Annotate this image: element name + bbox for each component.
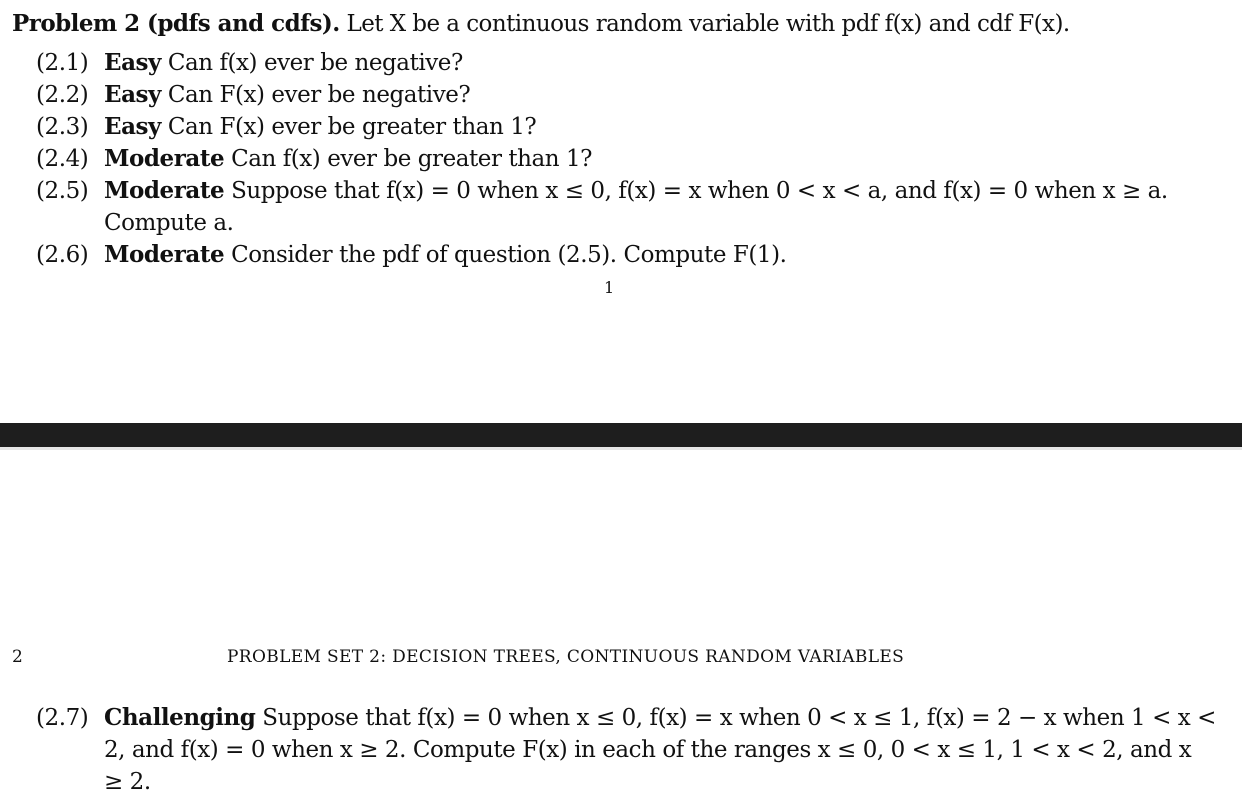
- page-number: 1: [604, 278, 615, 297]
- question-text: Can F(x) ever be greater than 1?: [160, 114, 537, 140]
- page-number: 2: [12, 647, 23, 667]
- question-text: Suppose that f(x) = 0 when x ≤ 0, f(x) = x when 0 < x < a, and f(x) = 0 when x ≥ a. Compute a.: [104, 178, 1168, 236]
- question-body: [104, 111, 1236, 143]
- difficulty-label: Easy: [104, 81, 161, 108]
- page-separator: [0, 423, 1242, 447]
- difficulty-label: Easy: [104, 113, 161, 140]
- question-text: Can f(x) ever be negative?: [160, 50, 463, 76]
- running-header: PROBLEM SET 2: DECISION TREES, CONTINUOUS RANDOM VARIABLES: [227, 647, 905, 667]
- question-number: (2.6): [36, 242, 89, 268]
- question-number: (2.1): [36, 50, 89, 76]
- question-item: [36, 47, 1236, 79]
- question-body: [104, 175, 1236, 239]
- question-body: [104, 79, 1236, 111]
- difficulty-label: Moderate: [104, 145, 225, 172]
- question-item: [36, 79, 1236, 111]
- question-text: Suppose that f(x) = 0 when x ≤ 0, f(x) = x when 0 < x ≤ 1, f(x) = 2 − x when 1 < x < 2, and f(x) = 0 when x ≥ 2. Compute F(x) in each of the ranges x ≤ 0, 0 < x ≤ 1, 1 < x < 2, and x ≥ 2.: [104, 705, 1216, 795]
- question-body: [104, 702, 1216, 798]
- question-item: [36, 111, 1236, 143]
- question-text: Can F(x) ever be negative?: [160, 82, 471, 108]
- question-list: [36, 47, 1236, 271]
- question-text: Can f(x) ever be greater than 1?: [224, 146, 593, 172]
- question-number: (2.7): [36, 705, 89, 731]
- difficulty-label: Easy: [104, 49, 161, 76]
- problem-statement: Let X be a continuous random variable with pdf f(x) and cdf F(x).: [339, 11, 1070, 37]
- problem-title: Problem 2 (pdfs and cdfs).: [12, 10, 340, 37]
- question-number: (2.5): [36, 178, 89, 204]
- question-item: [36, 143, 1236, 175]
- question-number: (2.4): [36, 146, 89, 172]
- question-item: [36, 175, 1236, 239]
- problem-heading: [12, 8, 1237, 40]
- question-body: [104, 239, 1236, 271]
- question-number: (2.2): [36, 82, 89, 108]
- difficulty-label: Moderate: [104, 241, 225, 268]
- question-text: Consider the pdf of question (2.5). Compute F(1).: [224, 242, 787, 268]
- question-body: [104, 47, 1236, 79]
- question-body: [104, 143, 1236, 175]
- difficulty-label: Moderate: [104, 177, 225, 204]
- question-item: [36, 239, 1236, 271]
- question-list: [36, 702, 1216, 798]
- question-number: (2.3): [36, 114, 89, 140]
- difficulty-label: Challenging: [104, 704, 256, 731]
- question-item: [36, 702, 1216, 798]
